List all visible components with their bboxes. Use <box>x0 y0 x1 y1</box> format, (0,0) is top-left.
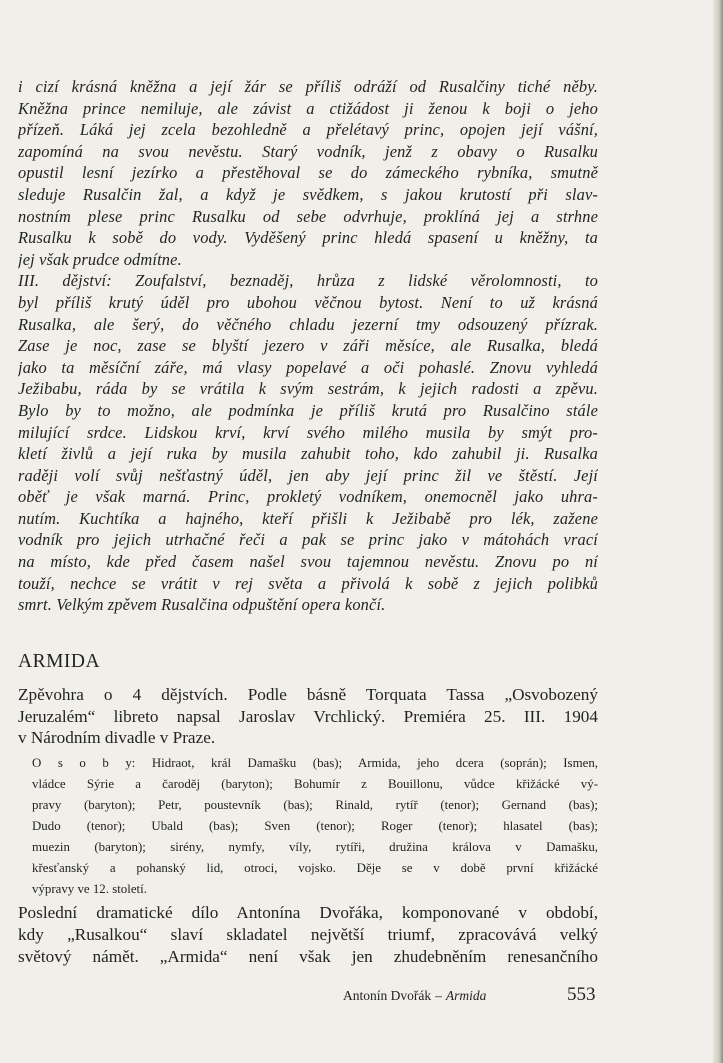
synopsis-line: jako ta měsíční záře, má vlasy popelavé a oči pohaslé. Znovu vyhledá <box>18 357 598 377</box>
synopsis-line: i cizí krásná kněžna a její žár se příliš odráží od Rusalčiny tiché něby. <box>18 77 598 96</box>
cast-list <box>32 753 598 900</box>
synopsis-line: Kněžna prince nemiluje, ale závist a ctižádost ji ženou k boji o jeho <box>18 98 598 118</box>
cast-line: výpravy ve 12. století. <box>32 882 147 896</box>
synopsis-line: nutím. Kuchtíka a hajného, kteří přišli k Ježibabě pro lék, zažene <box>18 508 598 528</box>
synopsis-line: na místo, kde před časem našel svou tajemnou nevěstu. Znovu po ní <box>18 552 598 572</box>
synopsis-line: smrt. Velkým zpěvem Rusalčina odpuštění opera končí. <box>18 595 386 615</box>
intro-line: Jeruzalém“ libreto napsal Jaroslav Vrchlický. Premiéra 25. III. 1904 <box>18 706 598 726</box>
synopsis-line: Ježibabu, ráda by se vrátila k svým sestrám, k jejich radosti a zpěvu. <box>18 379 598 399</box>
intro-line: Zpěvohra o 4 dějstvích. Podle básně Torquata Tassa „Osvobozený <box>18 685 598 704</box>
synopsis-paragraph <box>18 76 598 616</box>
footer-dash: – <box>435 988 442 1003</box>
body-line: Poslední dramatické dílo Antonína Dvořáka, komponované v období, <box>18 903 598 922</box>
synopsis-line: jej však prudce odmítne. <box>18 249 182 269</box>
body-paragraph <box>18 902 598 968</box>
page-number: 553 <box>567 984 596 1005</box>
synopsis-line: kletí živlů a její ruka by musila zahubit toho, kdo zahubil ji. Rusalka <box>18 444 598 464</box>
synopsis-line: Zase je noc, zase se blyští jezero v záři měsíce, ale Rusalka, bledá <box>18 336 598 356</box>
intro-line: v Národním divadle v Praze. <box>18 728 216 747</box>
cast-line: pravy (baryton); Petr, poustevník (bas); Rinald, rytíř (tenor); Gernand (bas); <box>32 798 598 812</box>
page-edge-shadow <box>713 0 723 1063</box>
synopsis-line: III. dějství: Zoufalství, beznaděj, hrůza z lidské věrolomnosti, to <box>18 271 598 291</box>
synopsis-line: byl příliš krutý úděl pro ubohou věčnou bytost. Není to už krásná <box>18 292 598 312</box>
footer-author: Antonín Dvořák <box>343 988 432 1003</box>
cast-line: Dudo (tenor); Ubald (bas); Sven (tenor); Roger (tenor); hlasatel (bas); <box>32 819 598 833</box>
cast-line: muezin (baryton); sirény, nymfy, víly, rytíři, družina králova v Damašku, <box>32 840 598 854</box>
body-line: světový námět. „Armida“ není však jen zhudebněním renesančního <box>18 947 598 966</box>
synopsis-line: oběť je však marná. Princ, prokletý vodníkem, onemocněl jako uhra- <box>18 487 598 507</box>
body-line: kdy „Rusalkou“ slaví skladatel největší triumf, zpracovává velký <box>18 925 598 944</box>
synopsis-line: milující srdce. Lidskou krví, krví svého milého musila by smýt pro- <box>18 422 598 442</box>
cast-line: křesťanský a pohanský lid, otroci, vojsko. Děje se v době první křižácké <box>32 861 598 875</box>
page-footer <box>343 984 603 1005</box>
footer-work-title: Armida <box>445 988 487 1003</box>
synopsis-line: zapomíná na svou nevěstu. Starý vodník, jenž z obavy o Rusalku <box>18 141 598 161</box>
synopsis-line: vodník pro jejich utrhačné řeči a pak se princ jako v mátohách vrací <box>18 530 598 550</box>
opera-intro <box>18 684 598 749</box>
section-title: ARMIDA <box>18 651 101 672</box>
cast-line: vládce Sýrie a čaroděj (baryton); Bohumír z Bouillonu, vůdce křižácké vý- <box>32 777 598 791</box>
synopsis-line: opustil lesní jezírko a přestěhoval se do zámeckého rybníka, smutně <box>18 163 598 183</box>
synopsis-line: touží, nechce se vrátit v rej světa a přivolá k sobě z jejich polibků <box>18 573 598 593</box>
synopsis-line: sleduje Rusalčin žal, a když je svědkem, s jakou krutostí při slav- <box>18 184 598 204</box>
synopsis-line: Bylo by to možno, ale podmínka je příliš krutá pro Rusalčino stále <box>18 400 598 420</box>
synopsis-line: Rusalka, ale šerý, do věčného chladu jezerní tmy odsouzený přízrak. <box>18 314 598 334</box>
synopsis-line: Rusalku k sobě do vody. Vyděšený princ hledá spasení u kněžny, ta <box>18 228 598 248</box>
synopsis-line: přízeň. Láká jej zcela bezohledně a přelétavý princ, opojen její vášní, <box>18 120 598 140</box>
synopsis-line: nostním plese princ Rusalku od sebe odvrhuje, proklíná jej a strhne <box>18 206 598 226</box>
synopsis-line: raději volí svůj nešťastný úděl, jen aby její princ žil ve štěstí. Její <box>18 465 598 485</box>
cast-line: O s o b y: Hidraot, král Damašku (bas); Armida, jeho dcera (soprán); Ismen, <box>32 756 598 770</box>
